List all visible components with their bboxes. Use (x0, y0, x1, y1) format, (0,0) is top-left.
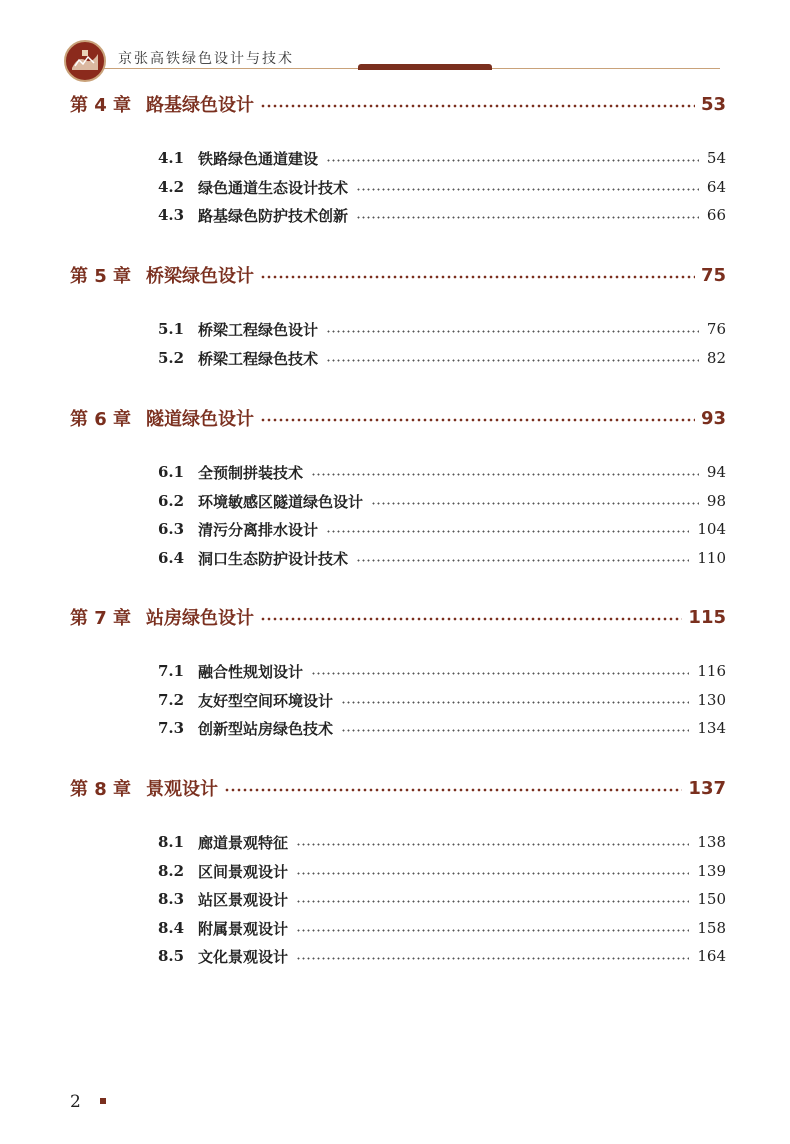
section-entry[interactable] (158, 717, 726, 739)
section-title: 区间景观设计 (198, 862, 289, 881)
section-title: 附属景观设计 (198, 919, 289, 938)
chapter-label: 第 7 章 (70, 608, 132, 629)
section-page-number: 134 (697, 719, 726, 737)
section-entry[interactable] (158, 917, 726, 939)
section-title: 路基绿色防护技术创新 (198, 206, 349, 225)
section-entry[interactable] (158, 660, 726, 682)
chapter-label: 第 8 章 (70, 779, 132, 800)
dot-leader (341, 725, 689, 735)
section-page-number: 98 (706, 492, 726, 510)
section-entry[interactable] (158, 176, 726, 198)
dot-leader (296, 868, 689, 878)
section-number: 7.1 (158, 662, 185, 680)
chapter-entry[interactable] (70, 604, 726, 630)
dot-leader (371, 498, 699, 508)
section-page-number: 150 (697, 890, 726, 908)
dot-leader (224, 784, 682, 796)
section-entry[interactable] (158, 860, 726, 882)
section-number: 8.5 (158, 947, 185, 965)
dot-leader (356, 555, 689, 565)
dot-leader (356, 212, 699, 222)
book-title: 京张高铁绿色设计与技术 (118, 51, 294, 67)
dot-leader (296, 839, 689, 849)
section-page-number: 76 (706, 320, 726, 338)
chapter-page-number: 53 (700, 93, 726, 115)
section-entry[interactable] (158, 147, 726, 169)
chapter-entry[interactable] (70, 262, 726, 288)
dot-leader (326, 355, 699, 365)
section-number: 8.2 (158, 862, 185, 880)
chapter-page-number: 93 (700, 407, 726, 429)
section-title: 文化景观设计 (198, 947, 289, 966)
section-title: 站区景观设计 (198, 890, 289, 909)
chapter-label: 第 4 章 (70, 95, 132, 116)
section-page-number: 82 (706, 349, 726, 367)
section-page-number: 130 (697, 691, 726, 709)
section-number: 8.4 (158, 919, 185, 937)
dot-leader (260, 271, 695, 283)
dot-leader (260, 613, 682, 625)
chapter-title: 路基绿色设计 (146, 95, 254, 116)
section-title: 洞口生态防护设计技术 (198, 549, 349, 568)
dot-leader (311, 668, 689, 678)
section-entry[interactable] (158, 831, 726, 853)
header-accent-bar (358, 64, 492, 70)
section-entry[interactable] (158, 490, 726, 512)
section-title: 绿色通道生态设计技术 (198, 178, 349, 197)
section-title: 桥梁工程绿色设计 (198, 320, 319, 339)
section-number: 5.1 (158, 320, 185, 338)
dot-leader (341, 697, 689, 707)
section-title: 清污分离排水设计 (198, 520, 319, 539)
section-page-number: 110 (697, 549, 726, 567)
dot-leader (296, 925, 689, 935)
section-title: 友好型空间环境设计 (198, 691, 334, 710)
section-number: 5.2 (158, 349, 185, 367)
section-page-number: 94 (706, 463, 726, 481)
section-number: 4.3 (158, 206, 185, 224)
section-title: 融合性规划设计 (198, 662, 304, 681)
dot-leader (356, 184, 699, 194)
section-entry[interactable] (158, 347, 726, 369)
chapter-title: 桥梁绿色设计 (146, 266, 254, 287)
section-number: 7.3 (158, 719, 185, 737)
chapter-page-number: 75 (700, 264, 726, 286)
section-number: 6.1 (158, 463, 185, 481)
chapter-title: 站房绿色设计 (146, 608, 254, 629)
section-title: 环境敏感区隧道绿色设计 (198, 492, 364, 511)
section-page-number: 66 (706, 206, 726, 224)
dot-leader (326, 155, 699, 165)
page-number-mark (100, 1098, 106, 1104)
chapter-title: 景观设计 (146, 779, 218, 800)
section-page-number: 164 (697, 947, 726, 965)
section-page-number: 116 (697, 662, 726, 680)
chapter-title: 隧道绿色设计 (146, 409, 254, 430)
dot-leader (326, 326, 699, 336)
section-page-number: 158 (697, 919, 726, 937)
page-number: 2 (70, 1092, 81, 1112)
section-page-number: 138 (697, 833, 726, 851)
section-entry[interactable] (158, 689, 726, 711)
section-number: 7.2 (158, 691, 185, 709)
section-entry[interactable] (158, 461, 726, 483)
chapter-entry[interactable] (70, 405, 726, 431)
chapter-page-number: 137 (688, 777, 726, 799)
dot-leader (311, 469, 699, 479)
section-title: 创新型站房绿色技术 (198, 719, 334, 738)
section-number: 6.2 (158, 492, 185, 510)
dot-leader (296, 953, 689, 963)
chapter-entry[interactable] (70, 91, 726, 117)
section-title: 铁路绿色通道建设 (198, 149, 319, 168)
section-entry[interactable] (158, 945, 726, 967)
section-page-number: 139 (697, 862, 726, 880)
dot-leader (260, 100, 695, 112)
section-number: 8.1 (158, 833, 185, 851)
dot-leader (260, 414, 695, 426)
section-entry[interactable] (158, 547, 726, 569)
section-title: 桥梁工程绿色技术 (198, 349, 319, 368)
chapter-label: 第 5 章 (70, 266, 132, 287)
section-number: 8.3 (158, 890, 185, 908)
dot-leader (296, 896, 689, 906)
section-entry[interactable] (158, 318, 726, 340)
section-title: 廊道景观特征 (198, 833, 289, 852)
dot-leader (326, 526, 689, 536)
section-entry[interactable] (158, 204, 726, 226)
section-number: 6.4 (158, 549, 185, 567)
section-number: 6.3 (158, 520, 185, 538)
section-page-number: 64 (706, 178, 726, 196)
section-number: 4.2 (158, 178, 185, 196)
book-logo-icon (64, 40, 106, 82)
chapter-entry[interactable] (70, 775, 726, 801)
section-page-number: 54 (706, 149, 726, 167)
section-entry[interactable] (158, 888, 726, 910)
chapter-page-number: 115 (688, 606, 726, 628)
chapter-label: 第 6 章 (70, 409, 132, 430)
section-entry[interactable] (158, 518, 726, 540)
section-title: 全预制拼装技术 (198, 463, 304, 482)
page-header (0, 0, 790, 80)
section-number: 4.1 (158, 149, 185, 167)
section-page-number: 104 (697, 520, 726, 538)
